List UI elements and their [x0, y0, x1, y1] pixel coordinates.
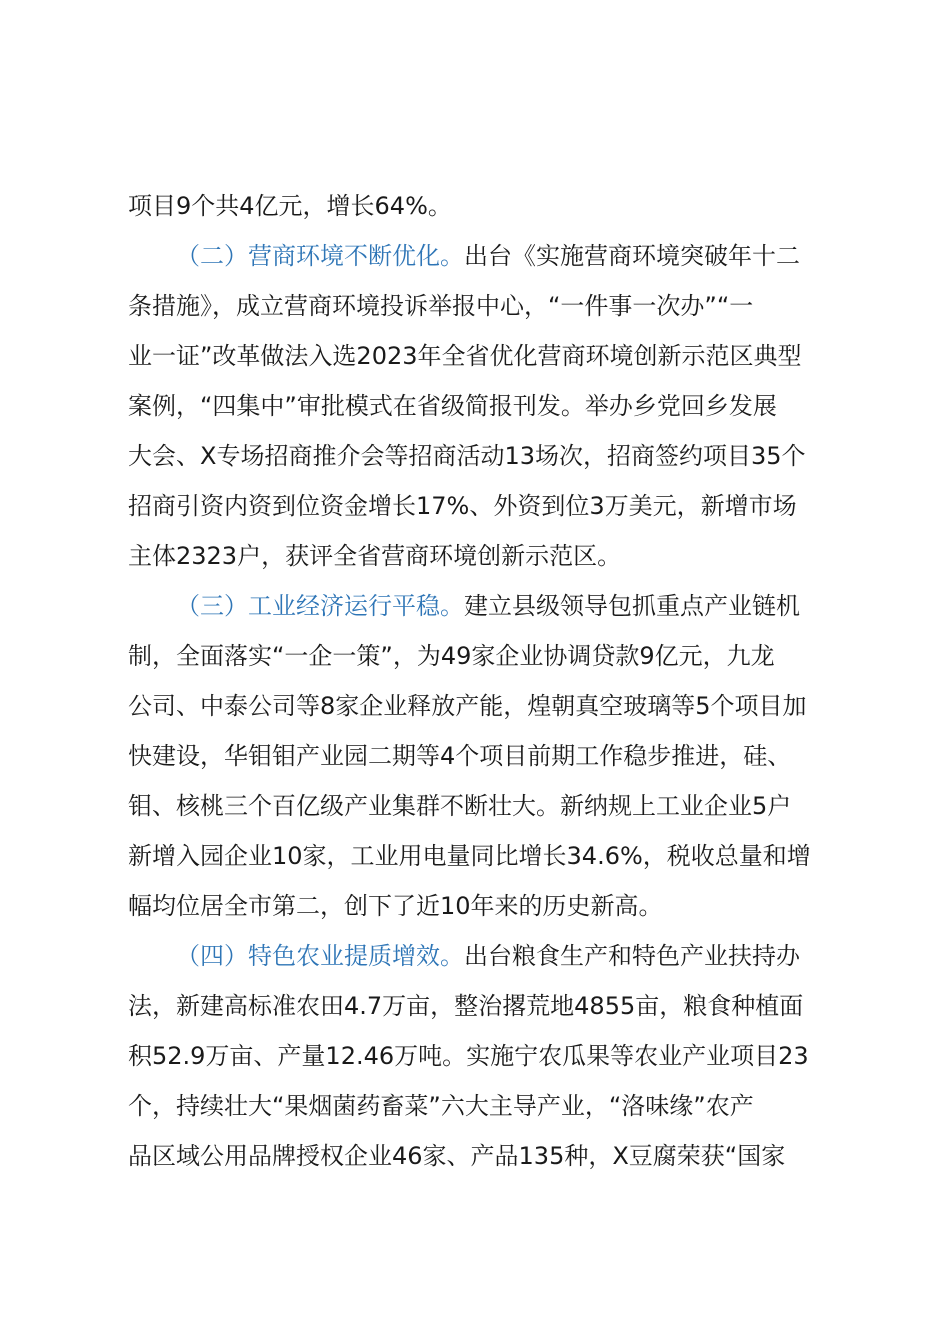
text-line: 主体2323户，获评全省营商环境创新示范区。 — [128, 542, 622, 570]
text-line: 大会、X专场招商推介会等招商活动13场次，招商签约项目35个 — [128, 442, 806, 470]
text-line: 钼、核桃三个百亿级产业集群不断壮大。新纳规上工业企业5户 — [128, 792, 792, 820]
text-line: 品区域公用品牌授权企业46家、产品135种，X豆腐荣获“国家 — [128, 1142, 786, 1170]
section-heading-2: （二）营商环境不断优化。 — [176, 242, 464, 270]
paragraph-text: 出台粮食生产和特色产业扶持办 — [464, 942, 800, 970]
paragraph-text: 建立县级领导包抓重点产业链机 — [464, 592, 800, 620]
text-line: 条措施》，成立营商环境投诉举报中心，“一件事一次办”“一 — [128, 292, 754, 320]
text-line: 项目9个共4亿元，增长64%。 — [128, 192, 452, 220]
text-line: 案例，“四集中”审批模式在省级简报刊发。举办乡党回乡发展 — [128, 392, 777, 420]
text-line: 新增入园企业10家，工业用电量同比增长34.6%，税收总量和增 — [128, 842, 811, 870]
text-line: 积52.9万亩、产量12.46万吨。实施宁农瓜果等农业产业项目23 — [128, 1042, 809, 1070]
text-line: 制，全面落实“一企一策”，为49家企业协调贷款9亿元，九龙 — [128, 642, 775, 670]
text-line: 快建设，华钼钼产业园二期等4个项目前期工作稳步推进，硅、 — [128, 742, 792, 770]
text-line: 公司、中泰公司等8家企业释放产能，煌朝真空玻璃等5个项目加 — [128, 692, 807, 720]
text-line: 幅均位居全市第二，创下了近10年来的历史新高。 — [128, 892, 663, 920]
text-line: 个，持续壮大“果烟菌药畜菜”六大主导产业，“洛味缘”农产 — [128, 1092, 754, 1120]
text-line: 招商引资内资到位资金增长17%、外资到位3万美元，新增市场 — [128, 492, 797, 520]
paragraph-4-first-line — [176, 931, 848, 981]
section-heading-3: （三）工业经济运行平稳。 — [176, 592, 464, 620]
paragraph-text: 出台《实施营商环境突破年十二 — [464, 242, 800, 270]
text-line: 法，新建高标准农田4.7万亩，整治撂荒地4855亩，粮食种植面 — [128, 992, 804, 1020]
paragraph-2-first-line — [176, 231, 848, 281]
section-heading-4: （四）特色农业提质增效。 — [176, 942, 464, 970]
paragraph-3-first-line — [176, 581, 848, 631]
text-line: 业一证”改革做法入选2023年全省优化营商环境创新示范区典型 — [128, 342, 802, 370]
